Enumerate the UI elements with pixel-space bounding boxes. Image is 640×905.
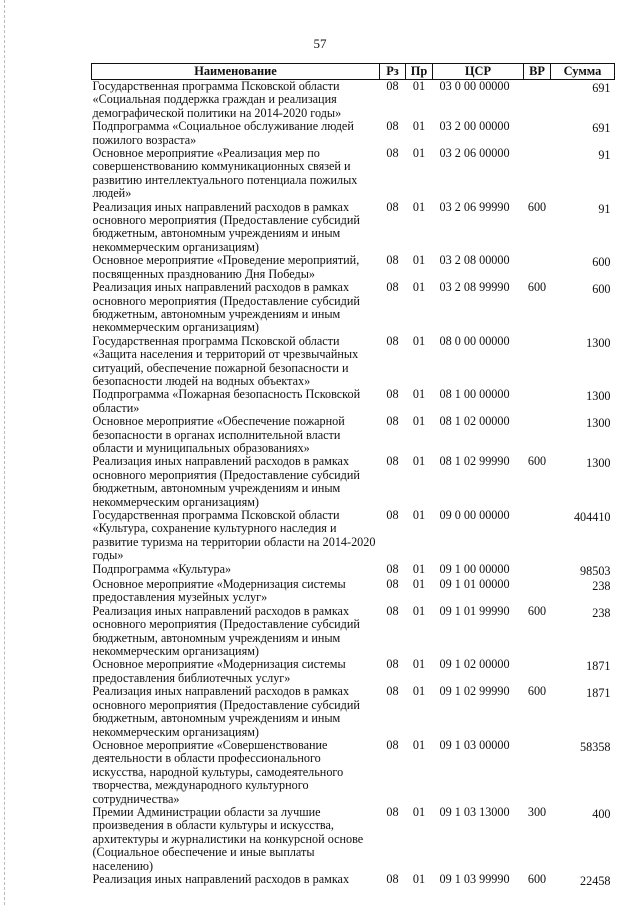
table-row [92, 147, 615, 201]
row-pr: 01 [412, 804, 426, 819]
row-sum: 1300 [586, 389, 611, 404]
header-rz: Рз [380, 64, 406, 80]
row-name: Реализация иных направлений расходов в рамках [92, 871, 350, 886]
row-csr: 09 1 01 00000 [439, 577, 510, 592]
row-vr [524, 388, 551, 415]
row-name: Подпрограмма «Социальное обслуживание людей пожилого возраста» [92, 119, 354, 147]
table-row [92, 80, 615, 121]
row-vr: 600 [527, 280, 547, 295]
table-row [92, 685, 615, 739]
table-header [92, 64, 615, 80]
row-rz: 08 [386, 387, 399, 402]
row-csr: 03 0 00 00000 [439, 79, 510, 93]
row-sum: 58358 [580, 739, 611, 754]
row-vr [524, 335, 551, 389]
table-row [92, 658, 615, 685]
row-csr: 08 1 02 00000 [439, 414, 510, 429]
row-pr: 01 [412, 684, 426, 699]
row-csr: 09 1 00 00000 [439, 561, 510, 576]
row-name: Государственная программа Псковской области «Социальная поддержка граждан и реализация демографической политики на 2014-2020 годы» [92, 79, 342, 120]
row-sum: 238 [592, 605, 611, 620]
row-csr: 09 1 03 99990 [439, 871, 510, 886]
row-pr: 01 [412, 280, 426, 295]
row-csr: 09 1 03 13000 [439, 804, 510, 819]
row-name: Основное мероприятие «Обеспечение пожарной безопасности в органах исполнительной власти области и муниципальных образованиях» [92, 414, 345, 455]
row-name: Реализация иных направлений расходов в рамках основного мероприятия (Предоставление субсидий бюджетным, автономным учреждениям и иным некоммерческим организациям) [92, 684, 360, 739]
row-name: Основное мероприятие «Модернизация системы предоставления музейных услуг» [92, 577, 346, 605]
row-csr: 09 1 01 99990 [439, 603, 510, 618]
row-sum: 22458 [580, 873, 611, 888]
row-name: Подпрограмма «Пожарная безопасность Псковской области» [92, 387, 361, 415]
row-vr [524, 563, 551, 578]
header-csr: ЦСР [433, 64, 524, 80]
table-row [92, 806, 615, 873]
row-csr: 03 2 06 00000 [439, 146, 510, 161]
row-sum: 1300 [586, 335, 611, 350]
row-rz: 08 [386, 561, 399, 576]
budget-table [91, 63, 615, 888]
row-name: Государственная программа Псковской области «Культура, сохранение культурного наследия и развитие туризма на территории области на 2014-2020 годы» [92, 508, 376, 563]
row-pr: 01 [412, 508, 426, 522]
row-rz: 08 [386, 737, 399, 752]
table-row [92, 739, 615, 806]
row-pr: 01 [412, 577, 426, 592]
row-sum: 691 [592, 81, 611, 95]
row-rz: 08 [386, 280, 399, 295]
row-rz: 08 [386, 657, 399, 672]
row-vr: 600 [527, 871, 547, 886]
row-pr: 01 [412, 454, 426, 469]
table-row [92, 254, 615, 281]
row-vr: 300 [527, 804, 547, 819]
row-pr: 01 [412, 657, 426, 672]
row-vr [524, 80, 551, 121]
row-sum: 1871 [586, 686, 611, 701]
row-csr: 09 0 00 00000 [439, 508, 510, 522]
row-sum: 1871 [586, 659, 611, 674]
row-vr [524, 120, 551, 147]
row-vr [524, 509, 551, 563]
table-row [92, 873, 615, 888]
header-pr: Пр [406, 64, 433, 80]
row-csr: 09 1 03 00000 [439, 737, 510, 752]
row-rz: 08 [386, 119, 399, 134]
row-vr: 600 [527, 199, 547, 214]
row-rz: 08 [386, 603, 399, 618]
row-vr [524, 147, 551, 201]
row-name: Реализация иных направлений расходов в рамках основного мероприятия (Предоставление субсидий бюджетным, автономным учреждениям и иным некоммерческим организациям) [92, 454, 360, 509]
table-row [92, 563, 615, 578]
row-csr: 09 1 02 00000 [439, 657, 510, 672]
row-rz: 08 [386, 146, 399, 161]
row-pr: 01 [412, 561, 426, 576]
row-sum: 691 [592, 121, 611, 136]
row-rz: 08 [386, 577, 399, 592]
table-row [92, 415, 615, 455]
row-sum: 98503 [580, 563, 611, 578]
row-sum: 1300 [586, 416, 611, 431]
table-row [92, 509, 615, 563]
row-vr [524, 739, 551, 806]
row-name: Реализация иных направлений расходов в рамках основного мероприятия (Предоставление субсидий бюджетным, автономным учреждениям и иным некоммерческим организациям) [92, 603, 360, 659]
header-name: Наименование [92, 64, 380, 80]
row-csr: 08 1 02 99990 [439, 454, 510, 469]
table-row [92, 605, 615, 659]
row-sum: 400 [592, 806, 611, 821]
row-rz: 08 [386, 414, 399, 429]
row-csr: 03 2 00 00000 [439, 119, 510, 134]
row-pr: 01 [412, 146, 426, 161]
row-rz: 08 [386, 804, 399, 819]
row-name: Основное мероприятие «Модернизация системы предоставления библиотечных услуг» [92, 657, 346, 685]
row-pr: 01 [412, 387, 426, 402]
header-vr: ВР [524, 64, 551, 80]
row-name: Основное мероприятие «Проведение мероприятий, посвященных празднованию Дня Победы» [92, 253, 360, 281]
row-name: Реализация иных направлений расходов в рамках основного мероприятия (Предоставление субсидий бюджетным, автономным учреждениям и иным некоммерческим организациям) [92, 199, 360, 254]
row-pr: 01 [412, 603, 426, 618]
row-vr: 600 [527, 454, 547, 469]
row-pr: 01 [412, 871, 426, 886]
row-pr: 01 [412, 119, 426, 134]
row-vr: 600 [527, 603, 547, 618]
row-csr: 09 1 02 99990 [439, 684, 510, 699]
row-rz: 08 [386, 199, 399, 214]
row-name: Премии Администрации области за лучшие произведения в области культуры и искусства, архитектуры и журналистики на конкурсной основе (Социальное обеспечение и иные выплаты населению) [92, 804, 364, 873]
row-rz: 08 [386, 508, 399, 522]
row-name: Реализация иных направлений расходов в рамках основного мероприятия (Предоставление субсидий бюджетным, автономным учреждениям и иным некоммерческим организациям) [92, 280, 360, 335]
row-pr: 01 [412, 737, 426, 752]
row-sum: 600 [592, 282, 611, 297]
row-rz: 08 [386, 333, 399, 348]
row-vr [524, 658, 551, 685]
row-sum: 91 [598, 201, 611, 216]
table-body [92, 80, 615, 889]
row-sum: 1300 [586, 456, 611, 471]
row-name: Основное мероприятие «Реализация мер по совершенствованию коммуникационных связей и развитию интеллектуального потенциала пожилых людей» [92, 146, 358, 201]
table-row [92, 388, 615, 415]
row-csr: 03 2 06 99990 [439, 199, 510, 214]
row-vr [524, 254, 551, 281]
row-pr: 01 [412, 414, 426, 429]
row-rz: 08 [386, 684, 399, 699]
row-csr: 03 2 08 00000 [439, 253, 510, 268]
row-rz: 08 [386, 79, 399, 93]
row-sum: 404410 [573, 510, 611, 524]
table-row [92, 281, 615, 335]
row-sum: 238 [592, 579, 611, 594]
row-name: Основное мероприятие «Совершенствование деятельности в области профессионального искусства, народной культуры, самодеятельного творчества, международного культурного сотрудничества» [92, 737, 344, 806]
table-row [92, 335, 615, 389]
row-name: Государственная программа Псковской области «Защита населения и территорий от чрезвычайных ситуаций, обеспечение пожарной безопасности и безопасности людей на водных объектах» [92, 333, 359, 388]
row-csr: 08 1 00 00000 [439, 387, 510, 402]
row-vr [524, 578, 551, 605]
row-rz: 08 [386, 454, 399, 469]
row-name: Подпрограмма «Культура» [92, 561, 232, 576]
page-number: 57 [313, 36, 327, 51]
row-pr: 01 [412, 79, 426, 93]
row-vr [524, 415, 551, 455]
row-pr: 01 [412, 199, 426, 214]
row-csr: 03 2 08 99990 [439, 280, 510, 295]
table-row [92, 120, 615, 147]
row-pr: 01 [412, 253, 426, 268]
row-rz: 08 [386, 253, 399, 268]
table-row [92, 455, 615, 509]
scan-edge-artifact [0, 0, 5, 905]
row-vr: 600 [527, 684, 547, 699]
table-row [92, 578, 615, 605]
row-sum: 91 [598, 148, 611, 163]
row-csr: 08 0 00 00000 [439, 333, 510, 348]
table-row [92, 201, 615, 255]
header-sum: Сумма [551, 64, 615, 80]
row-pr: 01 [412, 333, 426, 348]
row-sum: 600 [592, 255, 611, 270]
row-rz: 08 [386, 871, 399, 886]
